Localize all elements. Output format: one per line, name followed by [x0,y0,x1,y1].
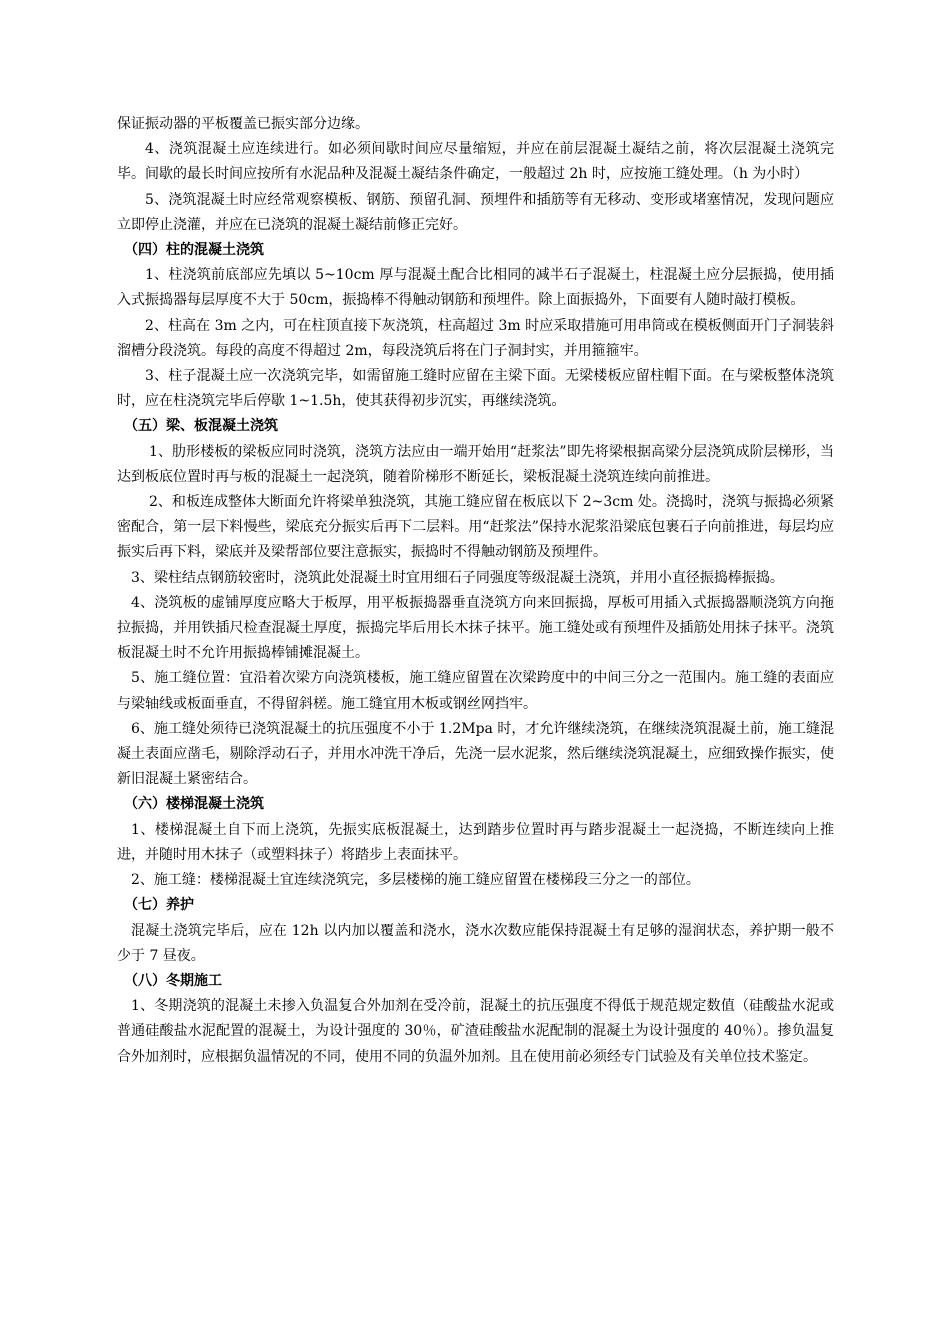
paragraph: 保证振动器的平板覆盖已振实部分边缘。 [117,116,369,132]
paragraph: 2、和板连成整体大断面允许将梁单独浇筑，其施工缝应留在板底以下 2~3cm 处。浇捣时，浇筑与振捣必须紧密配合，第一层下料慢些，梁底充分振实后再下二层料。用“赶浆法”保持水泥浆沿梁底包裹石子向前推进，每层均应振实后再下料，梁底并及梁帮部位要注意振实，振捣时不得触动钢筋及预埋件。 [117,494,834,561]
paragraph: 2、施工缝：楼梯混凝土宜连续浇筑完，多层楼梯的施工缝应留置在楼梯段三分之一的部位。 [131,872,700,889]
paragraph: 混凝土浇筑完毕后，应在 12h 以内加以覆盖和浇水，浇水次数应能保持混凝土有足够的湿润状态，养护期一般不少于 7 昼夜。 [117,922,834,964]
section-heading: （五）梁、板混凝土浇筑 [124,418,278,435]
section-heading: （八）冬期施工 [124,972,222,989]
paragraph: 3、梁柱结点钢筋较密时，浇筑此处混凝土时宜用细石子同强度等级混凝土浇筑，并用小直径振捣棒振捣。 [131,569,784,586]
section-heading: （六）楼梯混凝土浇筑 [124,796,264,813]
paragraph: 6、施工缝处须待已浇筑混凝土的抗压强度不小于 1.2Mpa 时，才允许继续浇筑，在继续浇筑混凝土前，施工缝混凝土表面应凿毛，剔除浮动石子，并用水冲洗干净后，先浇一层水泥浆，然后继续浇筑混凝土，应细致操作振实，使新旧混凝土紧密结合。 [117,720,834,788]
paragraph: 1、肋形楼板的梁板应同时浇筑，浇筑方法应由一端开始用“赶浆法”即先将梁根据高梁分层浇筑成阶层梯形，当达到板底位置时再与板的混凝土一起浇筑，随着阶梯形不断延长，梁板混凝土浇筑连续向前推进。 [117,443,834,485]
paragraph: 1、冬期浇筑的混凝土未掺入负温复合外加剂在受冷前，混凝土的抗压强度不得低于规范规定数值（硅酸盐水泥或普通硅酸盐水泥配置的混凝土，为设计强度的 30％，矿渣硅酸盐水泥配制的混凝土为设计强度的 40％）。掺负温复合外加剂时，应根据负温情况的不同，使用不同的负温外加剂。且在使用前必须经专门试验及有关单位技术鉴定。 [117,998,834,1065]
section-heading: （四）柱的混凝土浇筑 [124,242,264,259]
paragraph: 5、施工缝位置：宜沿着次梁方向浇筑楼板，施工缝应留置在次梁跨度中的中间三分之一范围内。施工缝的表面应与梁轴线或板面垂直，不得留斜槎。施工缝宜用木板或钢丝网挡牢。 [117,670,834,712]
paragraph: 5、浇筑混凝土时应经常观察模板、钢筋、预留孔洞、预埋件和插筋等有无移动、变形或堵塞情况，发现问题应立即停止浇灌，并应在已浇筑的混凝土凝结前修正完好。 [117,191,834,233]
paragraph: 4、浇筑板的虚铺厚度应略大于板厚，用平板振捣器垂直浇筑方向来回振捣，厚板可用插入式振捣器顺浇筑方向拖拉振捣，并用铁插尺检查混凝土厚度，振捣完毕后用长木抹子抹平。施工缝处或有预埋件及插筋处用抹子抹平。浇筑板混凝土时不允许用振捣棒铺摊混凝土。 [117,594,834,662]
paragraph: 1、楼梯混凝土自下而上浇筑，先振实底板混凝土，达到踏步位置时再与踏步混凝土一起浇捣，不断连续向上推进，并随时用木抹子（或塑料抹子）将踏步上表面抹平。 [117,821,834,863]
section-heading: （七）养护 [124,897,194,914]
paragraph: 4、浇筑混凝土应连续进行。如必须间歇时间应尽量缩短，并应在前层混凝土凝结之前，将次层混凝土浇筑完毕。间歇的最长时间应按所有水泥品种及混凝土凝结条件确定，一般超过 2h 时，应按施工缝处理。（h 为小时） [117,141,834,183]
paragraph: 1、柱浇筑前底部应先填以 5~10cm 厚与混凝土配合比相同的减半石子混凝土，柱混凝土应分层振捣，使用插入式振捣器每层厚度不大于 50cm，振捣棒不得触动钢筋和预埋件。除上面振捣外，下面要有人随时敲打模板。 [117,267,834,309]
paragraph: 2、柱高在 3m 之内，可在柱顶直接下灰浇筑，柱高超过 3m 时应采取措施可用串筒或在模板侧面开门子洞装斜溜槽分段浇筑。每段的高度不得超过 2m，每段浇筑后将在门子洞封实，并用箍箍牢。 [117,317,834,359]
paragraph: 3、柱子混凝土应一次浇筑完毕，如需留施工缝时应留在主梁下面。无梁楼板应留柱帽下面。在与梁板整体浇筑时，应在柱浇筑完毕后停歇 1~1.5h，使其获得初步沉实，再继续浇筑。 [117,368,834,410]
